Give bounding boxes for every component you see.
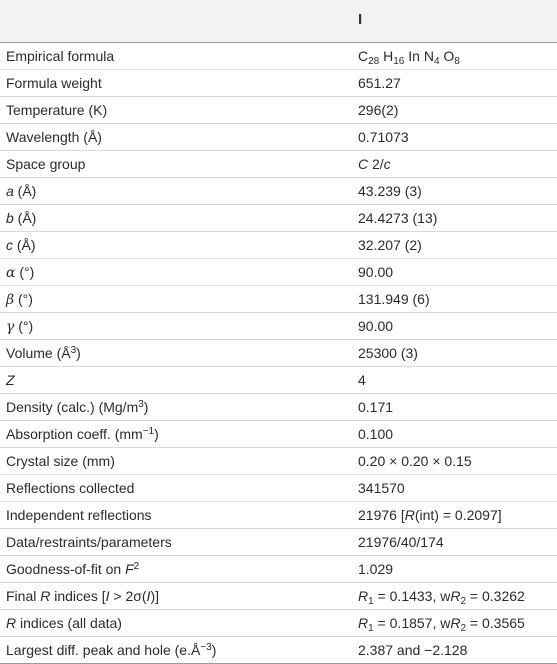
parameter-value: 131.949 (6) xyxy=(358,291,430,307)
column-header-compound: I xyxy=(358,11,363,28)
parameter-value: 21976 [R(int) = 0.2097] xyxy=(358,507,502,523)
parameter-value: $R_1 = 0.1433$, $wR_2 = 0.3262$ xyxy=(358,588,525,607)
parameter-value: 4 xyxy=(358,372,366,388)
parameter-label: Wavelength (Å) xyxy=(6,129,102,145)
parameter-label: Independent reflections xyxy=(6,507,152,523)
parameter-value: 24.4273 (13) xyxy=(358,210,438,226)
parameter-value: 0.171 xyxy=(358,399,394,415)
parameter-value: 25300 (3) xyxy=(358,345,418,361)
table-row xyxy=(0,583,557,610)
parameter-value: 2.387 and −2.128 xyxy=(358,642,468,658)
parameter-label: Formula weight xyxy=(6,75,102,91)
table-row xyxy=(0,232,557,259)
parameter-label: a (Å) xyxy=(6,183,37,199)
parameter-label: Largest diff. peak and hole $(e.Å^{-3})$ xyxy=(6,642,217,658)
parameter-label: Reflections collected xyxy=(6,480,135,496)
parameter-label: R indices (all data) xyxy=(6,615,122,631)
parameter-value: 651.27 xyxy=(358,75,401,91)
parameter-value: 296(2) xyxy=(358,102,399,118)
table-row xyxy=(0,313,557,340)
table-row xyxy=(0,70,557,97)
parameter-value: 21976/40/174 xyxy=(358,534,444,550)
parameter-value: 1.029 xyxy=(358,561,394,577)
parameter-value: 0.71073 xyxy=(358,129,409,145)
parameter-value: 341570 xyxy=(358,480,405,496)
table-row xyxy=(0,205,557,232)
table-body xyxy=(0,43,557,664)
parameter-label: Crystal size (mm) xyxy=(6,453,115,469)
table-row xyxy=(0,394,557,421)
parameter-value: 90.00 xyxy=(358,264,394,280)
parameter-value: C 2/c xyxy=(358,156,391,172)
table-row xyxy=(0,124,557,151)
parameter-label: Density (calc.) $(Mg/m^3)$ xyxy=(6,399,149,415)
table-row xyxy=(0,529,557,556)
parameter-label: Temperature (K) xyxy=(6,102,108,118)
parameter-value: 43.239 (3) xyxy=(358,183,422,199)
parameter-label: γ (°) xyxy=(6,318,34,335)
parameter-label: Volume $(Å^3)$ xyxy=(6,345,81,361)
parameter-label: Empirical formula xyxy=(6,48,115,64)
parameter-label: α (°) xyxy=(6,264,35,281)
table-row xyxy=(0,556,557,583)
table-row xyxy=(0,178,557,205)
parameter-label: Final R indices [I > 2σ(I)] xyxy=(6,588,159,604)
parameter-label: Absorption coeff. $(mm^{-1})$ xyxy=(6,426,159,442)
table-row xyxy=(0,97,557,124)
parameter-value: 0.20 × 0.20 × 0.15 xyxy=(358,453,472,469)
table-row xyxy=(0,286,557,313)
parameter-label: β (°) xyxy=(6,291,33,308)
table-row xyxy=(0,637,557,664)
parameter-label: Goodness-of-fit on $F^2$ xyxy=(6,561,140,577)
parameter-value: 32.207 (2) xyxy=(358,237,422,253)
table-row xyxy=(0,610,557,637)
table-row xyxy=(0,43,557,70)
parameter-label: b (Å) xyxy=(6,210,37,226)
parameter-label: Space group xyxy=(6,156,86,172)
parameter-label: Z xyxy=(6,372,15,388)
table-row xyxy=(0,421,557,448)
table-row xyxy=(0,367,557,394)
parameter-value: $C_{28}$ $H_{16}$ In $N_4$ $O_8$ xyxy=(358,48,460,67)
table-row xyxy=(0,502,557,529)
parameter-value: 0.100 xyxy=(358,426,394,442)
table-row xyxy=(0,259,557,286)
table-row xyxy=(0,151,557,178)
table-header xyxy=(0,0,557,43)
parameter-value: $R_1 = 0.1857$, $wR_2 = 0.3565$ xyxy=(358,615,525,634)
parameter-value: 90.00 xyxy=(358,318,394,334)
table-row xyxy=(0,340,557,367)
parameter-label: c (Å) xyxy=(6,237,36,253)
table-row xyxy=(0,448,557,475)
table-row xyxy=(0,475,557,502)
parameter-label: Data/restraints/parameters xyxy=(6,534,172,550)
